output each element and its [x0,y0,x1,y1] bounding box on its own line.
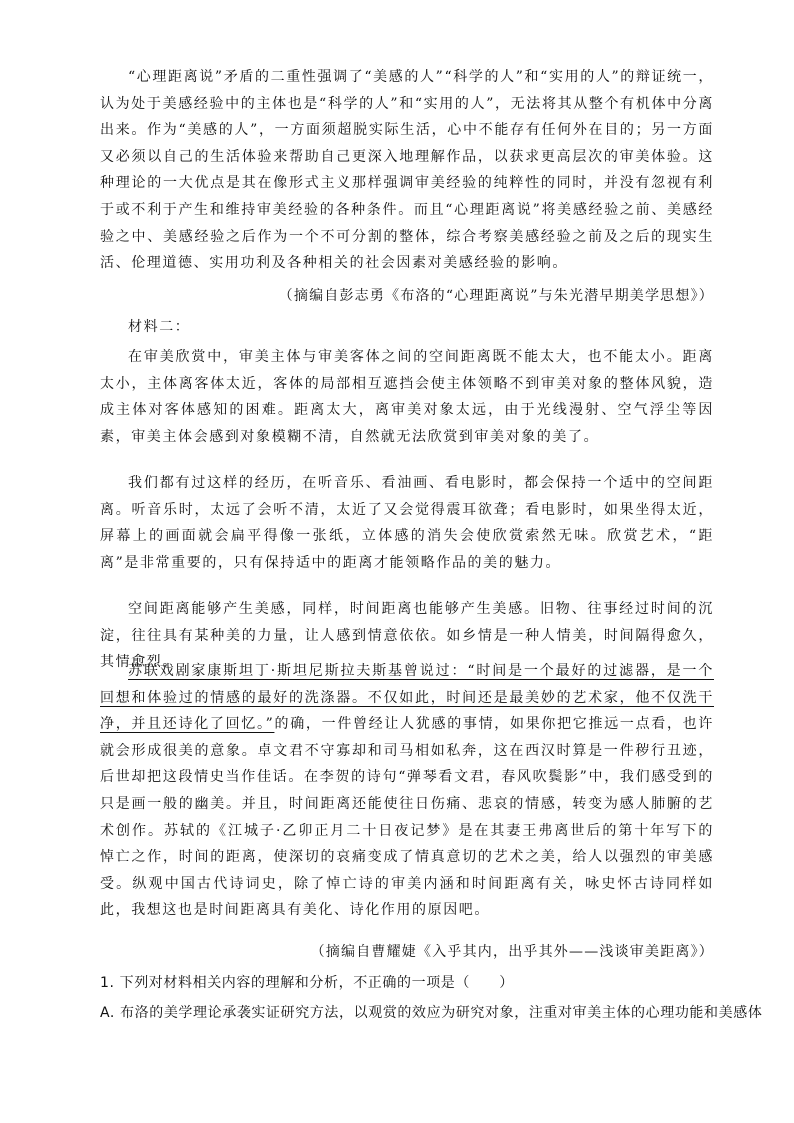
material2-paragraph-2: 我们都有过这样的经历，在听音乐、看油画、看电影时，都会保持一个适中的空间距离。听音乐时，太远了会听不清，太近了又会觉得震耳欲聋；看电影时，如果坐得太近，屏幕上的画面就会扁平得像一张纸，立体感的消失会使欣赏索然无味。欣赏艺术，“距离”是非常重要的，只有保持适中的距离才能领略作品的美的魅力。 [100,475,714,571]
question-stem: 1. 下列对材料相关内容的理解和分析，不正确的一项是（ ） [100,975,514,991]
question-option-a: A. 布洛的美学理论承袭实证研究方法，以观赏的效应为研究对象，注重对审美主体的心理功能和美感体 [100,1005,763,1021]
paragraph-4-rest: 的确，一件曾经让人犹感的事情，如果你把它推远一点看，也许就会形成很美的意象。卓文君不守寡却和司马相如私奔，这在西汉时算是一件秽行丑迹，后世却把这段情史当作佳话。在李贺的诗句“弹琴看文君，春风吹鬓影”中，我们感受到的只是画一般的幽美。并且，时间距离还能使往日伤痛、悲哀的情感，转变为感人肺腑的艺术创作。苏轼的《江城子·乙卯正月二十日夜记梦》是在其妻王弗离世后的第十年写下的悼亡之作，时间的距离，使深切的哀痛变成了情真意切的艺术之美，给人以强烈的审美感受。纵观中国古代诗词史，除了悼亡诗的审美内涵和时间距离有关，咏史怀古诗同样如此，我想这也是时间距离具有美化、诗化作用的原因吧。 [100,716,714,919]
material2-source: （摘编自曹耀婕《入乎其内，出乎其外——浅谈审美距离》） [310,944,714,960]
material1-source: （摘编自彭志勇《布洛的“心理距离说”与朱光潜早期美学思想》） [278,288,714,304]
material1-paragraph: “心理距离说”矛盾的二重性强调了“美感的人”“科学的人”和“实用的人”的辩证统一，认为处于美感经验中的主体也是“科学的人”和“实用的人”，无法将其从整个有机体中分离出来。作为“美感的人”，一方面须超脱实际生活，心中不能存有任何外在目的；另一方面又必须以自己的生活体验来帮助自己更深入地理解作品，以获求更高层次的审美体验。这种理论的一大优点是其在像形式主义那样强调审美经验的纯粹性的同时，并没有忽视有利于或不利于产生和维持审美经验的各种条件。而且“心理距离说”将美感经验之前、美感经验之中、美感经验之后作为一个不可分割的整体，综合考察美感经验之前及之后的现实生活、伦理道德、实用功利及各种相关的社会因素对美感经验的影响。 [100,69,714,272]
material2-paragraph-1: 在审美欣赏中，审美主体与审美客体之间的空间距离既不能太大，也不能太小。距离太小，主体离客体太近，客体的局部相互遮挡会使主体领略不到审美对象的整体风貌，造成主体对客体感知的困难。距离太大，离审美对象太远，由于光线漫射、空气浮尘等因素，审美主体会感到对象模糊不清，自然就无法欣赏到审美对象的美了。 [100,349,714,445]
material2-paragraph-4 [100,658,714,924]
material2-paragraph-3: 空间距离能够产生美感，同样，时间距离也能够产生美感。旧物、往事经过时间的沉淀，往往具有某种美的力量，让人感到情意依依。如乡情是一种人情美，时间隔得愈久，其情愈烈。 [100,601,714,671]
material2-label: 材料二： [128,319,191,335]
quote-underlined: 苏联戏剧家康斯坦丁·斯坦尼斯拉夫斯基曾说过：“时间是一个最好的过滤器，是一个回想和体验过的情感的最好的洗涤器。不仅如此，时间还是最美妙的艺术家，他不仅洗干净，并且还诗化了回忆。” [100,663,714,733]
